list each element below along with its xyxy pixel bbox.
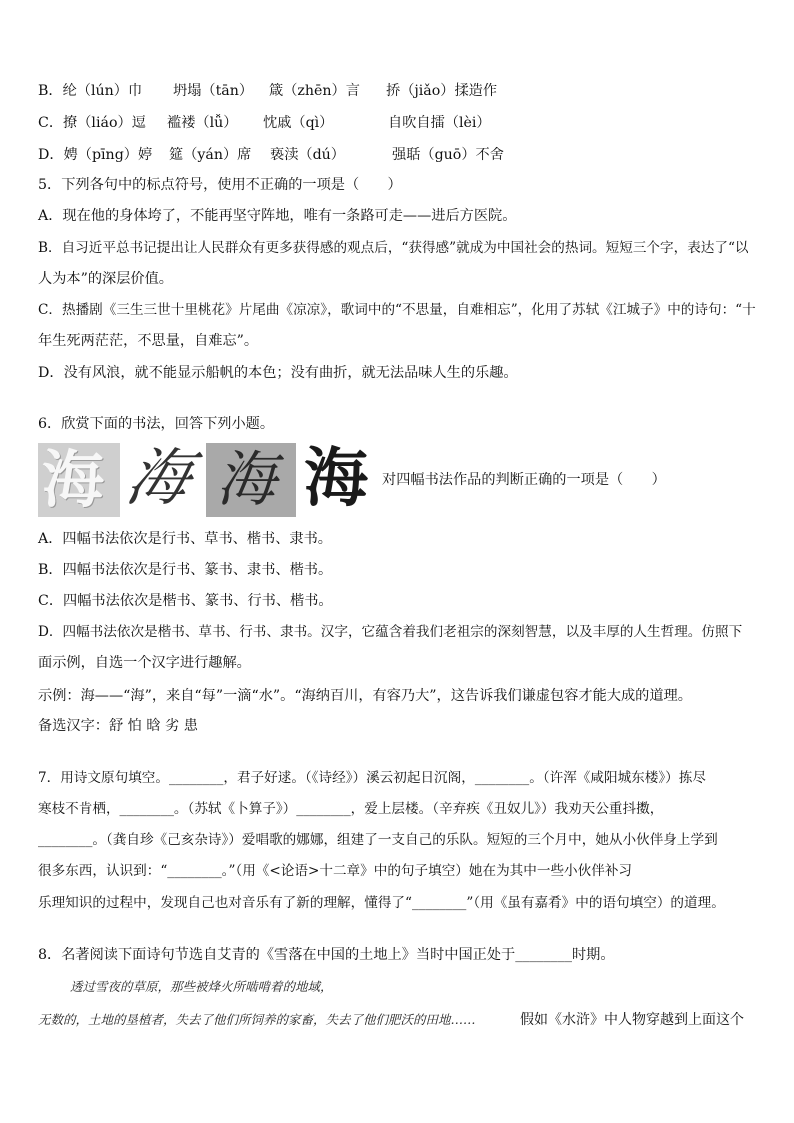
q6-example: 示例：海——“海”，来自“每”一滴“水”。“海纳百川，有容乃大”，这告诉我们谦虚包容才能大成的道理。 <box>38 688 692 704</box>
q8-poem-line2-wrap <box>38 1010 758 1030</box>
q4-option-d <box>38 145 758 165</box>
calligraphy-3 <box>206 443 296 517</box>
calligraphy-1-char: 海 <box>42 443 105 516</box>
q4-d-part3: 亵渎（dú） <box>270 147 345 163</box>
q4-c-part1: C．撩（liáo）逗 <box>38 115 146 131</box>
q4-c-part4: 自吹自擂（lèi） <box>388 115 491 131</box>
calligraphy-4-char: 海 <box>304 441 368 516</box>
q8-tail: 假如《水浒》中人物穿越到上面这个 <box>520 1012 744 1028</box>
q7-line5: 乐理知识的过程中，发现自己也对音乐有了新的理解，懂得了“________”（用《虽有嘉肴》中的语句填空）的道理。 <box>38 895 725 911</box>
q6-option-c: C．四幅书法依次是楷书、篆书、行书、楷书。 <box>38 593 333 609</box>
calligraphy-2-char: 海 <box>120 441 198 514</box>
q4-d-part1: D．娉（pīng）婷 <box>38 147 153 163</box>
q4-option-b <box>38 81 758 101</box>
q4-d-part4: 强聒（guō）不舍 <box>392 147 504 163</box>
q5-option-c-line1: C．热播剧《三生三世十里桃花》片尾曲《凉凉》，歌词中的“不思量，自难相忘”，化用了苏轼《江城子》中的诗句：“十 <box>38 302 756 318</box>
q8-poem-line1: 透过雪夜的草原，那些被烽火所啮啃着的地域， <box>70 979 333 994</box>
q7-line4: 很多东西，认识到：“________。”（用《<论语>十二章》中的句子填空）她在为其中一些小伙伴补习 <box>38 863 633 879</box>
q8-stem: 8．名著阅读下面诗句节选自艾青的《雪落在中国的土地上》当时中国正处于________时期。 <box>38 947 615 963</box>
q4-d-part2: 筵（yán）席 <box>169 147 252 163</box>
q4-c-part3: 忱戚（qì） <box>263 115 334 131</box>
calligraphy-4 <box>298 443 380 517</box>
q6-option-d-line1: D．四幅书法依次是楷书、草书、行书、隶书。汉字，它蕴含着我们老祖宗的深刻智慧，以及丰厚的人生哲理。仿照下 <box>38 624 743 640</box>
q4-b-part4: 挢（jiǎo）揉造作 <box>386 83 498 99</box>
q6-sub-stem: 对四幅书法作品的判断正确的一项是（ ） <box>382 472 666 488</box>
q4-b-part3: 箴（zhēn）言 <box>269 83 360 99</box>
q6-option-b: B．四幅书法依次是行书、篆书、隶书、楷书。 <box>38 562 333 578</box>
q5-option-b-line2: 人为本”的深层价值。 <box>38 271 173 287</box>
q4-c-part2: 褴褛（lǚ） <box>167 115 238 131</box>
calligraphy-1 <box>38 443 120 517</box>
q4-b-part2: 坍塌（tān） <box>173 83 254 99</box>
q5-option-b-line1: B．自习近平总书记提出让人民群众有更多获得感的观点后，“获得感”就成为中国社会的热词。短短三个字，表达了“以 <box>38 240 749 256</box>
q8-poem-line2: 无数的，土地的垦植者，失去了他们所饲养的家畜，失去了他们肥沃的田地…… <box>38 1012 476 1027</box>
q6-stem: 6．欣赏下面的书法，回答下列小题。 <box>38 416 275 432</box>
calligraphy-2 <box>122 443 204 517</box>
q5-option-c-line2: 年生死两茫茫，不思量，自难忘”。 <box>38 333 259 349</box>
q4-option-c <box>38 113 758 133</box>
q6-option-d-line2: 面示例，自选一个汉字进行趣解。 <box>38 655 251 671</box>
q5-option-a: A．现在他的身体垮了，不能再坚守阵地，唯有一条路可走——进后方医院。 <box>38 208 517 224</box>
q7-line3: ________。（龚自珍《己亥杂诗》）爱唱歌的娜娜，组建了一支自己的乐队。短短的三个月中，她从小伙伴身上学到 <box>38 832 718 848</box>
q6-option-a: A．四幅书法依次是行书、草书、楷书、隶书。 <box>38 531 332 547</box>
q4-b-part1: B．纶（lún）巾 <box>38 83 143 99</box>
q5-option-d: D．没有风浪，就不能显示船帆的本色；没有曲折，就无法品味人生的乐趣。 <box>38 365 518 381</box>
calligraphy-3-char: 海 <box>216 445 276 515</box>
q5-stem: 5．下列各句中的标点符号，使用不正确的一项是（ ） <box>38 177 402 193</box>
q6-candidates: 备选汉字：舒 怕 晗 劣 患 <box>38 718 198 734</box>
q7-line2: 寒枝不肯栖，________。（苏轼《卜算子》）________，爱上层楼。（辛弃疾《丑奴儿》）我劝天公重抖擞， <box>38 801 664 817</box>
q7-line1: 7．用诗文原句填空。________，君子好逑。（《诗经》）溪云初起日沉阁，________。（许浑《咸阳城东楼》）拣尽 <box>38 770 706 786</box>
